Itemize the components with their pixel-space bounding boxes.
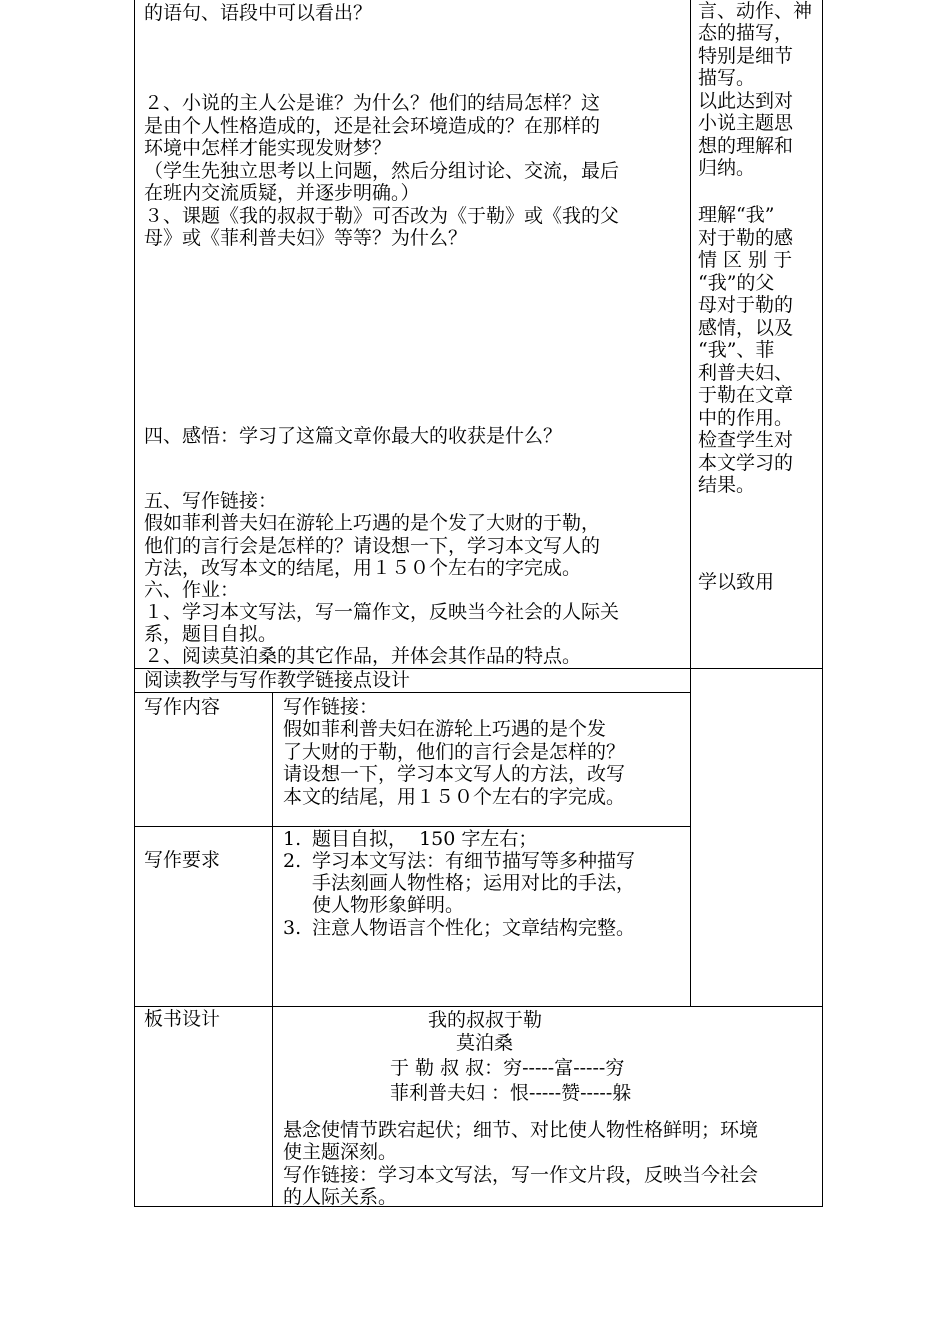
- section-line: 方法，改写本文的结尾，用１５０个左右的字完成。: [144, 557, 582, 579]
- summary-line: 的人际关系。: [283, 1186, 398, 1208]
- table-border-right: [822, 0, 823, 1207]
- note-line: 想的理解和: [698, 135, 794, 157]
- content-line: 请设想一下，学习本文写人的方法，改写: [283, 763, 626, 785]
- label-column-divider: [272, 692, 273, 1207]
- note-line: 本文学习的: [698, 452, 794, 474]
- section-line: ２、阅读莫泊桑的其它作品，并体会其作品的特点。: [144, 645, 582, 667]
- note-line: 言、动作、神: [698, 0, 813, 22]
- summary-line: 使主题深刻。: [283, 1141, 398, 1163]
- section-line: 他们的言行会是怎样的？请设想一下，学习本文写人的: [144, 535, 601, 557]
- question-line: 在班内交流质疑，并逐步明确。）: [144, 182, 420, 204]
- list-number: 2.: [283, 850, 302, 872]
- note-line: 感情，以及: [698, 317, 794, 339]
- section-line: 假如菲利普夫妇在游轮上巧遇的是个发了大财的于勒，: [144, 512, 601, 534]
- board-title: 我的叔叔于勒: [428, 1009, 543, 1031]
- list-item: 使人物形象鲜明。: [312, 894, 465, 916]
- row-divider-content: [134, 826, 690, 827]
- note-line: 对于勒的感: [698, 227, 794, 249]
- list-number: 3.: [283, 917, 302, 939]
- list-item: 手法刻画人物性格；运用对比的手法，: [312, 872, 636, 894]
- writing-requirements-label: 写作要求: [144, 849, 221, 871]
- table-border-left: [134, 0, 135, 1207]
- board-row-uncle: 于 勒 叔 叔：穷-----富-----穷: [390, 1057, 625, 1079]
- section-line: 六、作业：: [144, 579, 240, 601]
- note-line: 母对于勒的: [698, 294, 794, 316]
- section-line: １、学习本文写法，写一篇作文，反映当今社会的人际关: [144, 601, 620, 623]
- note-line: 描写。: [698, 67, 756, 89]
- question-line: ２、小说的主人公是谁？为什么？他们的结局怎样？这: [144, 92, 601, 114]
- question-line: ３、课题《我的叔叔于勒》可否改为《于勒》或《我的父: [144, 205, 620, 227]
- question-line: （学生先独立思考以上问题，然后分组讨论、交流，最后: [144, 160, 620, 182]
- row-divider-board: [134, 1006, 822, 1007]
- note-line: 情 区 别 于: [698, 249, 793, 271]
- list-number: 1.: [283, 828, 302, 850]
- section-4-reflection: 四、感悟：学习了这篇文章你最大的收获是什么？: [144, 425, 563, 447]
- content-line: 假如菲利普夫妇在游轮上巧遇的是个发: [283, 718, 607, 740]
- board-author: 莫泊桑: [456, 1032, 514, 1054]
- row-divider-link-title: [134, 692, 690, 693]
- section-line: 五、写作链接：: [144, 490, 278, 512]
- note-line: 检查学生对: [698, 429, 794, 451]
- question-line: 是由个人性格造成的，还是社会环境造成的？在那样的: [144, 115, 601, 137]
- link-design-title: 阅读教学与写作教学链接点设计: [144, 669, 411, 691]
- note-line: “我”的父: [698, 272, 775, 294]
- list-item: 学习本文写法：有细节描写等多种描写: [312, 850, 636, 872]
- note-line: “我”、菲: [698, 339, 775, 361]
- note-line: 小说主题思: [698, 112, 794, 134]
- notes-column-divider: [690, 0, 691, 1006]
- writing-content-label: 写作内容: [144, 696, 221, 718]
- summary-line: 写作链接：学习本文写法，写一作文片段，反映当今社会: [283, 1164, 759, 1186]
- content-line: 本文的结尾，用１５０个左右的字完成。: [283, 786, 626, 808]
- board-row-parents: 菲利普夫妇 ：恨-----赞-----躲: [390, 1082, 632, 1104]
- content-line: 了大财的于勒，他们的言行会是怎样的？: [283, 741, 626, 763]
- question-line: 环境中怎样才能实现发财梦？: [144, 137, 392, 159]
- section-line: 系，题目自拟。: [144, 623, 278, 645]
- list-item: 注意人物语言个性化；文章结构完整。: [312, 917, 636, 939]
- note-line: 以此达到对: [698, 90, 794, 112]
- list-item: 题目自拟， 150 字左右；: [312, 828, 538, 850]
- board-design-label: 板书设计: [144, 1008, 221, 1030]
- note-line: 特别是细节: [698, 45, 794, 67]
- note-line: 于勒在文章: [698, 384, 794, 406]
- table-border-bottom: [134, 1206, 822, 1207]
- question-line: 母》或《菲利普夫妇》等等？为什么？: [144, 227, 468, 249]
- note-line: 利普夫妇、: [698, 362, 794, 384]
- note-line: 理解“我”: [698, 204, 775, 226]
- intro-line: 的语句、语段中可以看出？: [144, 2, 373, 24]
- note-line: 中的作用。: [698, 407, 794, 429]
- summary-line: 悬念使情节跌宕起伏；细节、对比使人物性格鲜明；环境: [283, 1119, 759, 1141]
- note-apply: 学以致用: [698, 571, 775, 593]
- content-line: 写作链接：: [283, 696, 379, 718]
- note-line: 归纳。: [698, 157, 756, 179]
- note-line: 态的描写，: [698, 22, 794, 44]
- note-line: 结果。: [698, 474, 756, 496]
